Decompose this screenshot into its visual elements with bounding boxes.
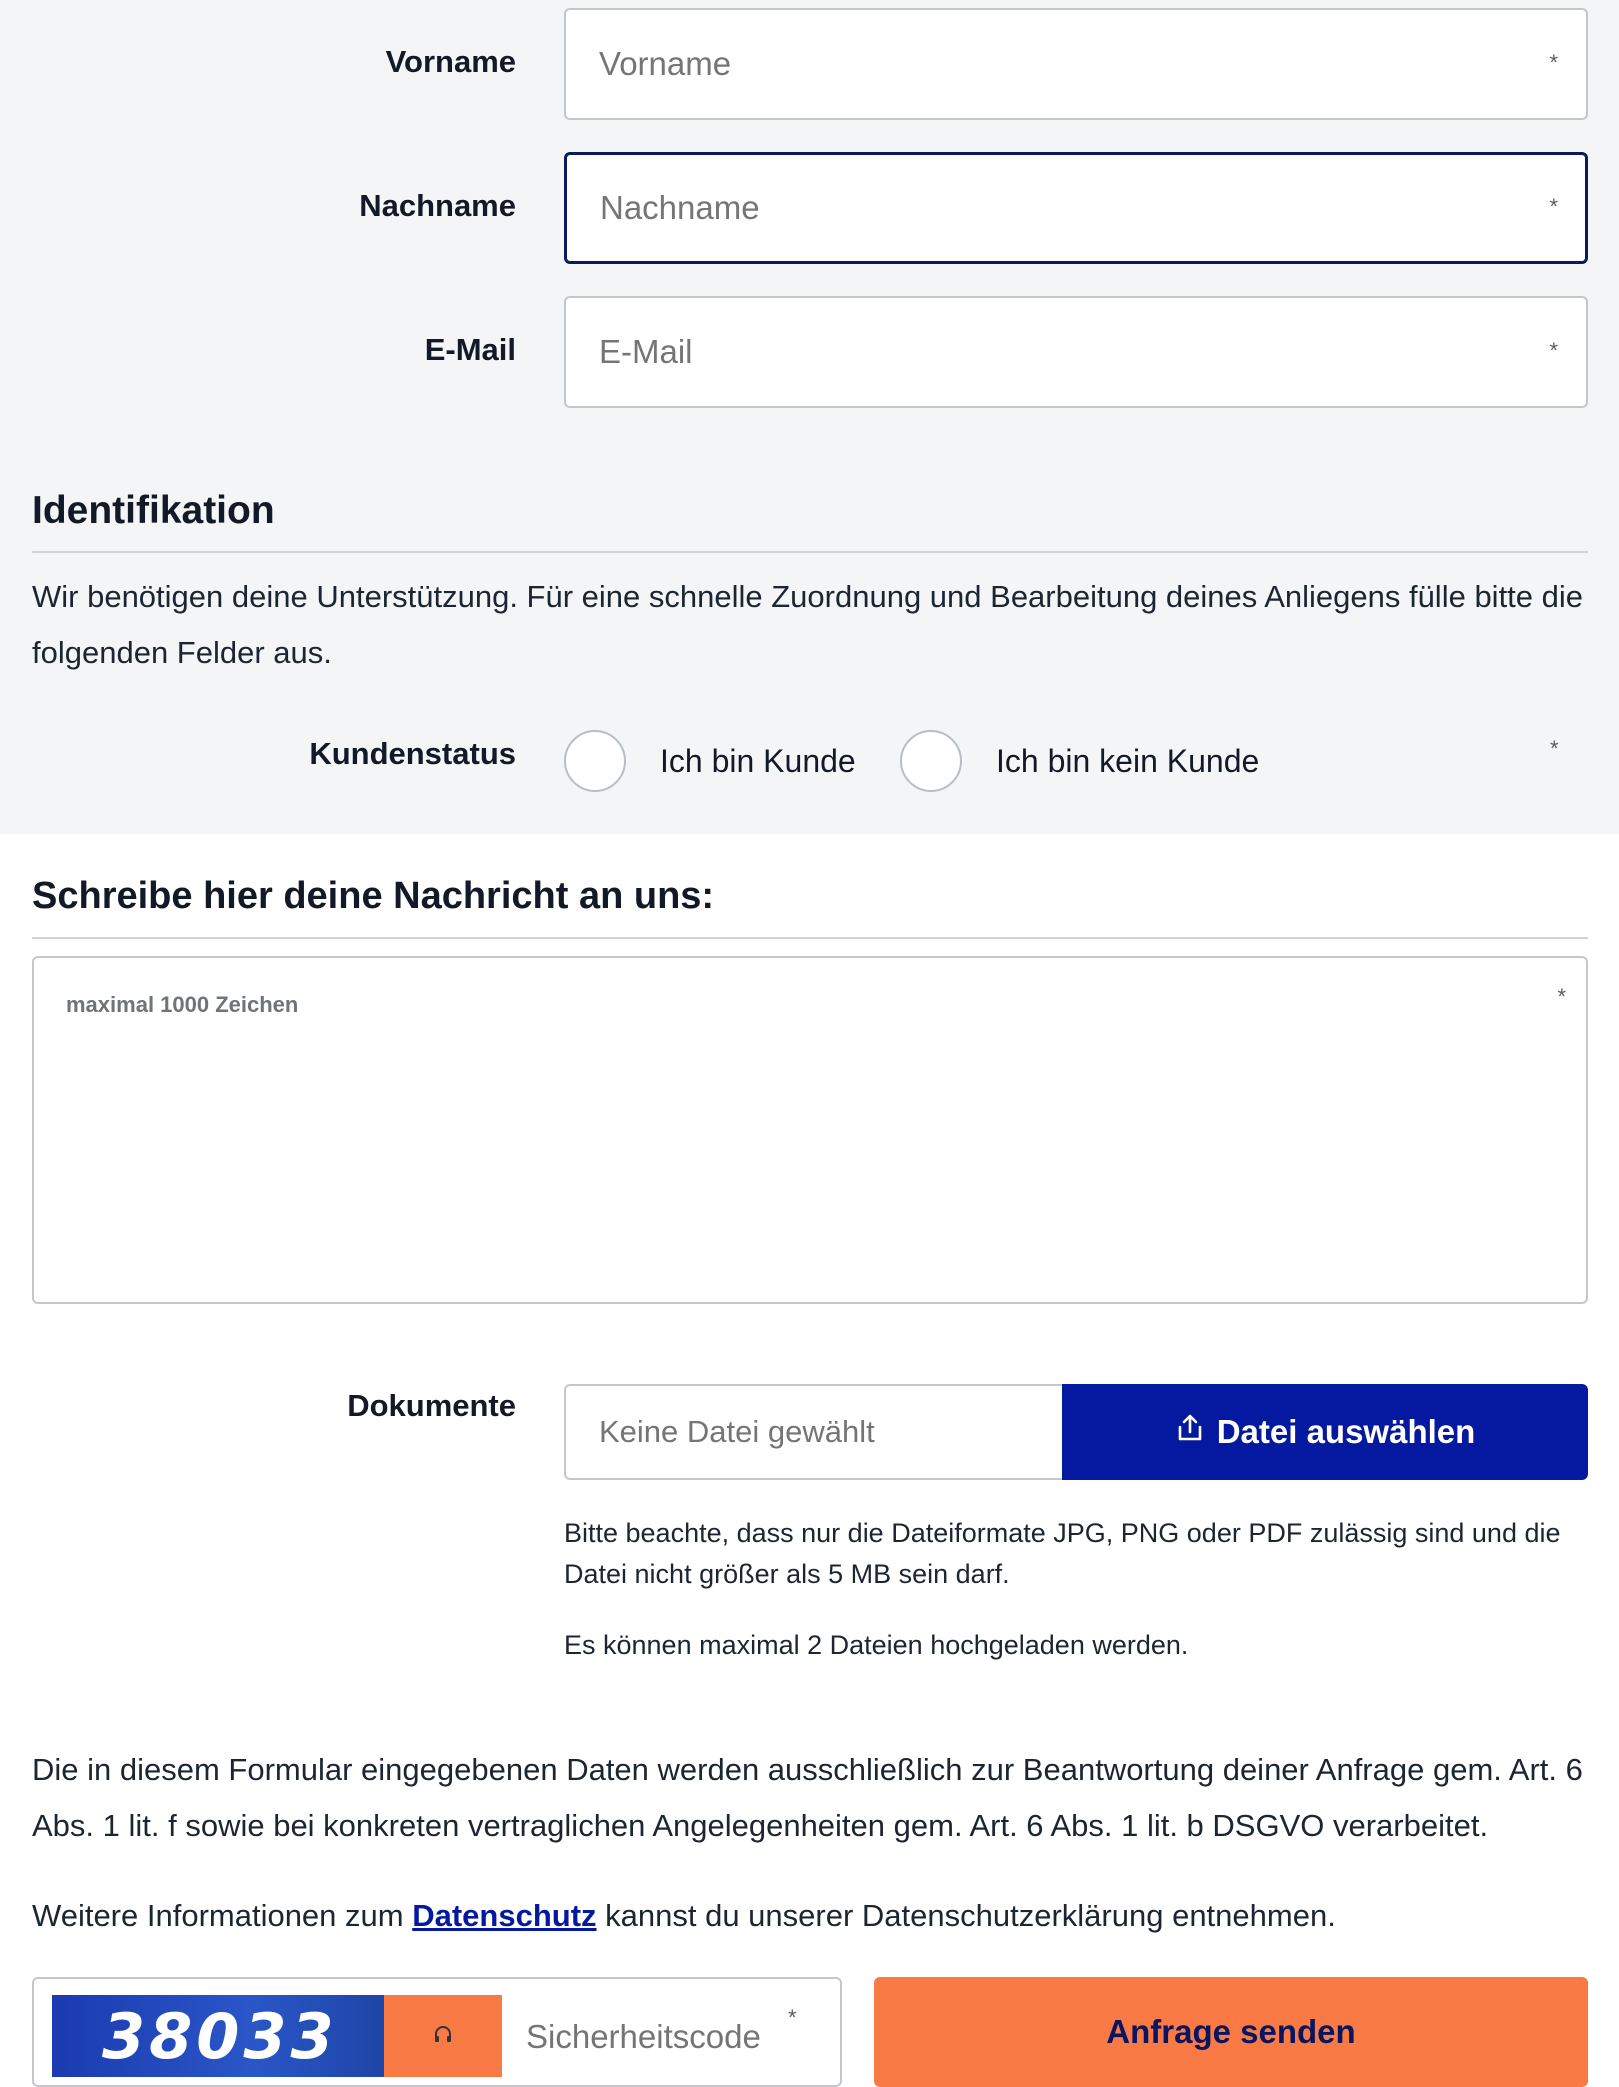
captcha-image bbox=[52, 1995, 384, 2077]
legal-text: Die in diesem Formular eingegebenen Daten werden ausschließlich zur Beantwortung deiner Anfrage gem. Art. 6 Abs. 1 lit. f sowie bei konkreten vertraglichen Angelegenheiten gem. Art. 6 Abs. 1 lit. b DSGVO verarbeitet. bbox=[32, 1752, 1583, 1843]
choose-file-button[interactable] bbox=[1062, 1384, 1588, 1480]
captcha-code: 38033 bbox=[102, 1999, 338, 2073]
captcha-input[interactable] bbox=[526, 1997, 796, 2077]
file-format-note: Bitte beachte, dass nur die Dateiformate JPG, PNG oder PDF zulässig sind und die Datei nicht größer als 5 MB sein darf. bbox=[564, 1518, 1561, 1589]
file-count-note: Es können maximal 2 Dateien hochgeladen werden. bbox=[564, 1630, 1189, 1660]
message-title: Schreibe hier deine Nachricht an uns: bbox=[32, 875, 715, 917]
message-placeholder: maximal 1000 Zeichen bbox=[66, 992, 299, 1017]
required-star: * bbox=[1557, 984, 1566, 1009]
firstname-placeholder: Vorname bbox=[599, 45, 732, 82]
captcha-audio-button[interactable] bbox=[384, 1995, 502, 2077]
lastname-placeholder: Nachname bbox=[600, 189, 760, 226]
customer-status-label: Kundenstatus bbox=[309, 736, 516, 771]
no-file-text: Keine Datei gewählt bbox=[599, 1414, 875, 1449]
firstname-label: Vorname bbox=[385, 44, 516, 79]
email-input[interactable] bbox=[564, 296, 1588, 408]
radio-not-customer[interactable] bbox=[900, 730, 962, 792]
required-star: * bbox=[1549, 194, 1558, 219]
lastname-label: Nachname bbox=[359, 188, 516, 223]
submit-label: Anfrage senden bbox=[1106, 2013, 1356, 2050]
message-textarea[interactable] bbox=[32, 956, 1588, 1304]
identification-title: Identifikation bbox=[32, 489, 275, 532]
file-name-display bbox=[564, 1384, 1062, 1480]
privacy-prefix: Weitere Informationen zum bbox=[32, 1898, 413, 1933]
upload-icon bbox=[1175, 1413, 1205, 1451]
required-star: * bbox=[1549, 50, 1558, 75]
section-divider bbox=[32, 937, 1588, 939]
choose-file-label: Datei auswählen bbox=[1216, 1413, 1476, 1450]
firstname-input[interactable] bbox=[564, 8, 1588, 120]
radio-customer-label[interactable]: Ich bin Kunde bbox=[660, 743, 856, 779]
submit-button[interactable] bbox=[874, 1977, 1588, 2087]
privacy-text bbox=[32, 1888, 1602, 1944]
documents-label: Dokumente bbox=[347, 1388, 516, 1423]
captcha-box bbox=[32, 1977, 842, 2087]
radio-not-customer-label[interactable]: Ich bin kein Kunde bbox=[996, 743, 1260, 779]
email-placeholder: E-Mail bbox=[599, 333, 693, 370]
email-label: E-Mail bbox=[424, 332, 516, 367]
section-divider bbox=[32, 551, 1588, 553]
headphones-icon bbox=[432, 2023, 454, 2050]
required-star: * bbox=[1550, 736, 1559, 761]
radio-customer[interactable] bbox=[564, 730, 626, 792]
required-star: * bbox=[1549, 338, 1558, 363]
captcha-placeholder: Sicherheitscode bbox=[526, 2018, 761, 2055]
contact-section bbox=[0, 0, 1619, 834]
privacy-suffix: kannst du unserer Datenschutzerklärung entnehmen. bbox=[596, 1898, 1336, 1933]
privacy-link[interactable]: Datenschutz bbox=[412, 1898, 597, 1933]
identification-description: Wir benötigen deine Unterstützung. Für eine schnelle Zuordnung und Bearbeitung deines Anliegens fülle bitte die folgenden Felder aus. bbox=[32, 579, 1584, 670]
required-star: * bbox=[788, 2005, 797, 2030]
lastname-input[interactable] bbox=[564, 152, 1588, 264]
